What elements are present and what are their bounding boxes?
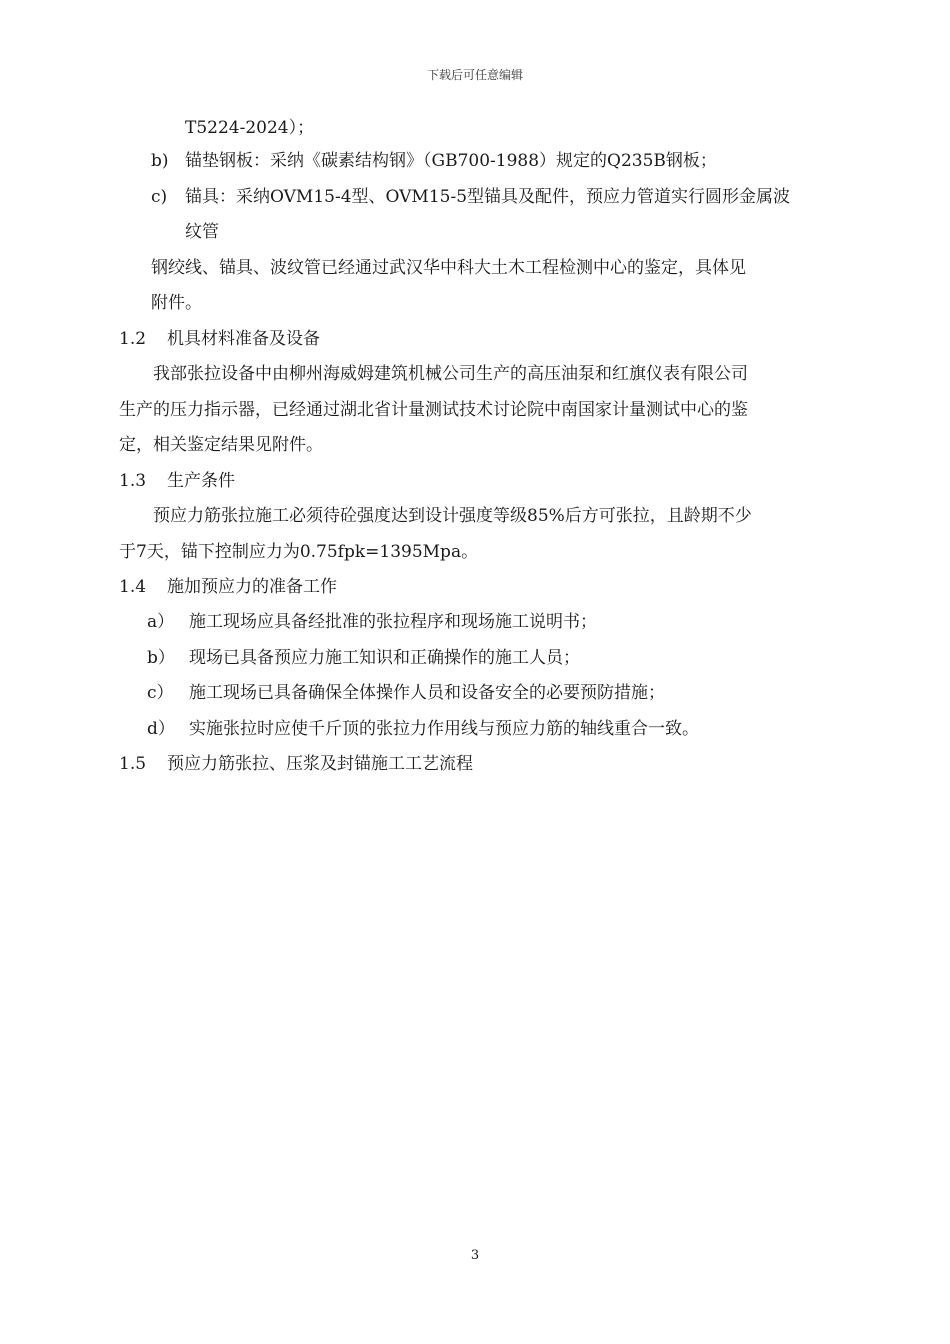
list-item-c — [147, 681, 665, 705]
section-number: 1.5 — [119, 754, 147, 774]
list-item-c — [151, 185, 790, 209]
line-text: 钢绞线、锚具、波纹管已经通过武汉华中科大土木工程检测中心的鉴定，具体见 — [151, 258, 746, 278]
list-item-b — [151, 149, 717, 173]
section-heading-1-4 — [119, 575, 337, 599]
line-text: 实施张拉时应使千斤顶的张拉力作用线与预应力筋的轴线重合一致。 — [189, 719, 699, 739]
paragraph-line — [119, 540, 478, 564]
section-heading-1-2 — [119, 327, 320, 351]
list-label: d） — [147, 719, 175, 739]
section-title: 施加预应力的准备工作 — [167, 577, 337, 597]
line-text: 施工现场应具备经批准的张拉程序和现场施工说明书； — [189, 612, 597, 632]
line-text: 附件。 — [151, 293, 202, 313]
paragraph-line — [153, 504, 752, 528]
line-text: 锚垫钢板：采纳《碳素结构钢》（GB700-1988）规定的Q235B钢板； — [185, 151, 717, 171]
section-heading-1-3 — [119, 469, 235, 493]
section-number: 1.3 — [119, 471, 147, 491]
list-item-d — [147, 717, 699, 741]
page-number: 3 — [470, 1248, 480, 1263]
paragraph-line — [119, 433, 323, 457]
list-label: b） — [147, 648, 175, 668]
line-text: 定，相关鉴定结果见附件。 — [119, 435, 323, 455]
section-title: 生产条件 — [167, 471, 235, 491]
list-label: c) — [151, 187, 168, 207]
list-item-b — [147, 646, 580, 670]
list-item-a — [147, 610, 597, 634]
line-text: 预应力筋张拉施工必须待砼强度达到设计强度等级85%后方可张拉，且龄期不少 — [153, 506, 752, 526]
list-item-continuation — [185, 220, 219, 244]
line-text: 我部张拉设备中由柳州海威姆建筑机械公司生产的高压油泵和红旗仪表有限公司 — [153, 364, 748, 384]
section-heading-1-5 — [119, 752, 473, 776]
paragraph-line — [119, 398, 748, 422]
list-label: c） — [147, 683, 174, 703]
line-text: 生产的压力指示器，已经通过湖北省计量测试技术讨论院中南国家计量测试中心的鉴 — [119, 400, 748, 420]
page-header: 下载后可任意编辑 — [426, 68, 523, 82]
list-item-continuation — [185, 116, 314, 140]
line-text: 现场已具备预应力施工知识和正确操作的施工人员； — [189, 648, 580, 668]
section-number: 1.2 — [119, 329, 147, 349]
section-number: 1.4 — [119, 577, 147, 597]
line-text: 锚具：采纳OVM15-4型、OVM15-5型锚具及配件，预应力管道实行圆形金属波 — [185, 187, 791, 207]
list-label: b) — [151, 151, 169, 171]
section-title: 预应力筋张拉、压浆及封锚施工工艺流程 — [167, 754, 473, 774]
section-title: 机具材料准备及设备 — [167, 329, 320, 349]
list-label: a） — [147, 612, 175, 632]
line-text: 于7天，锚下控制应力为0.75fpk=1395Mpa。 — [119, 542, 479, 562]
line-text: 纹管 — [185, 222, 219, 242]
line-text: T5224-2024）； — [185, 118, 315, 138]
line-text: 施工现场已具备确保全体操作人员和设备安全的必要预防措施； — [189, 683, 665, 703]
paragraph-line — [151, 291, 202, 315]
paragraph-line — [151, 256, 746, 280]
paragraph-line — [153, 362, 748, 386]
